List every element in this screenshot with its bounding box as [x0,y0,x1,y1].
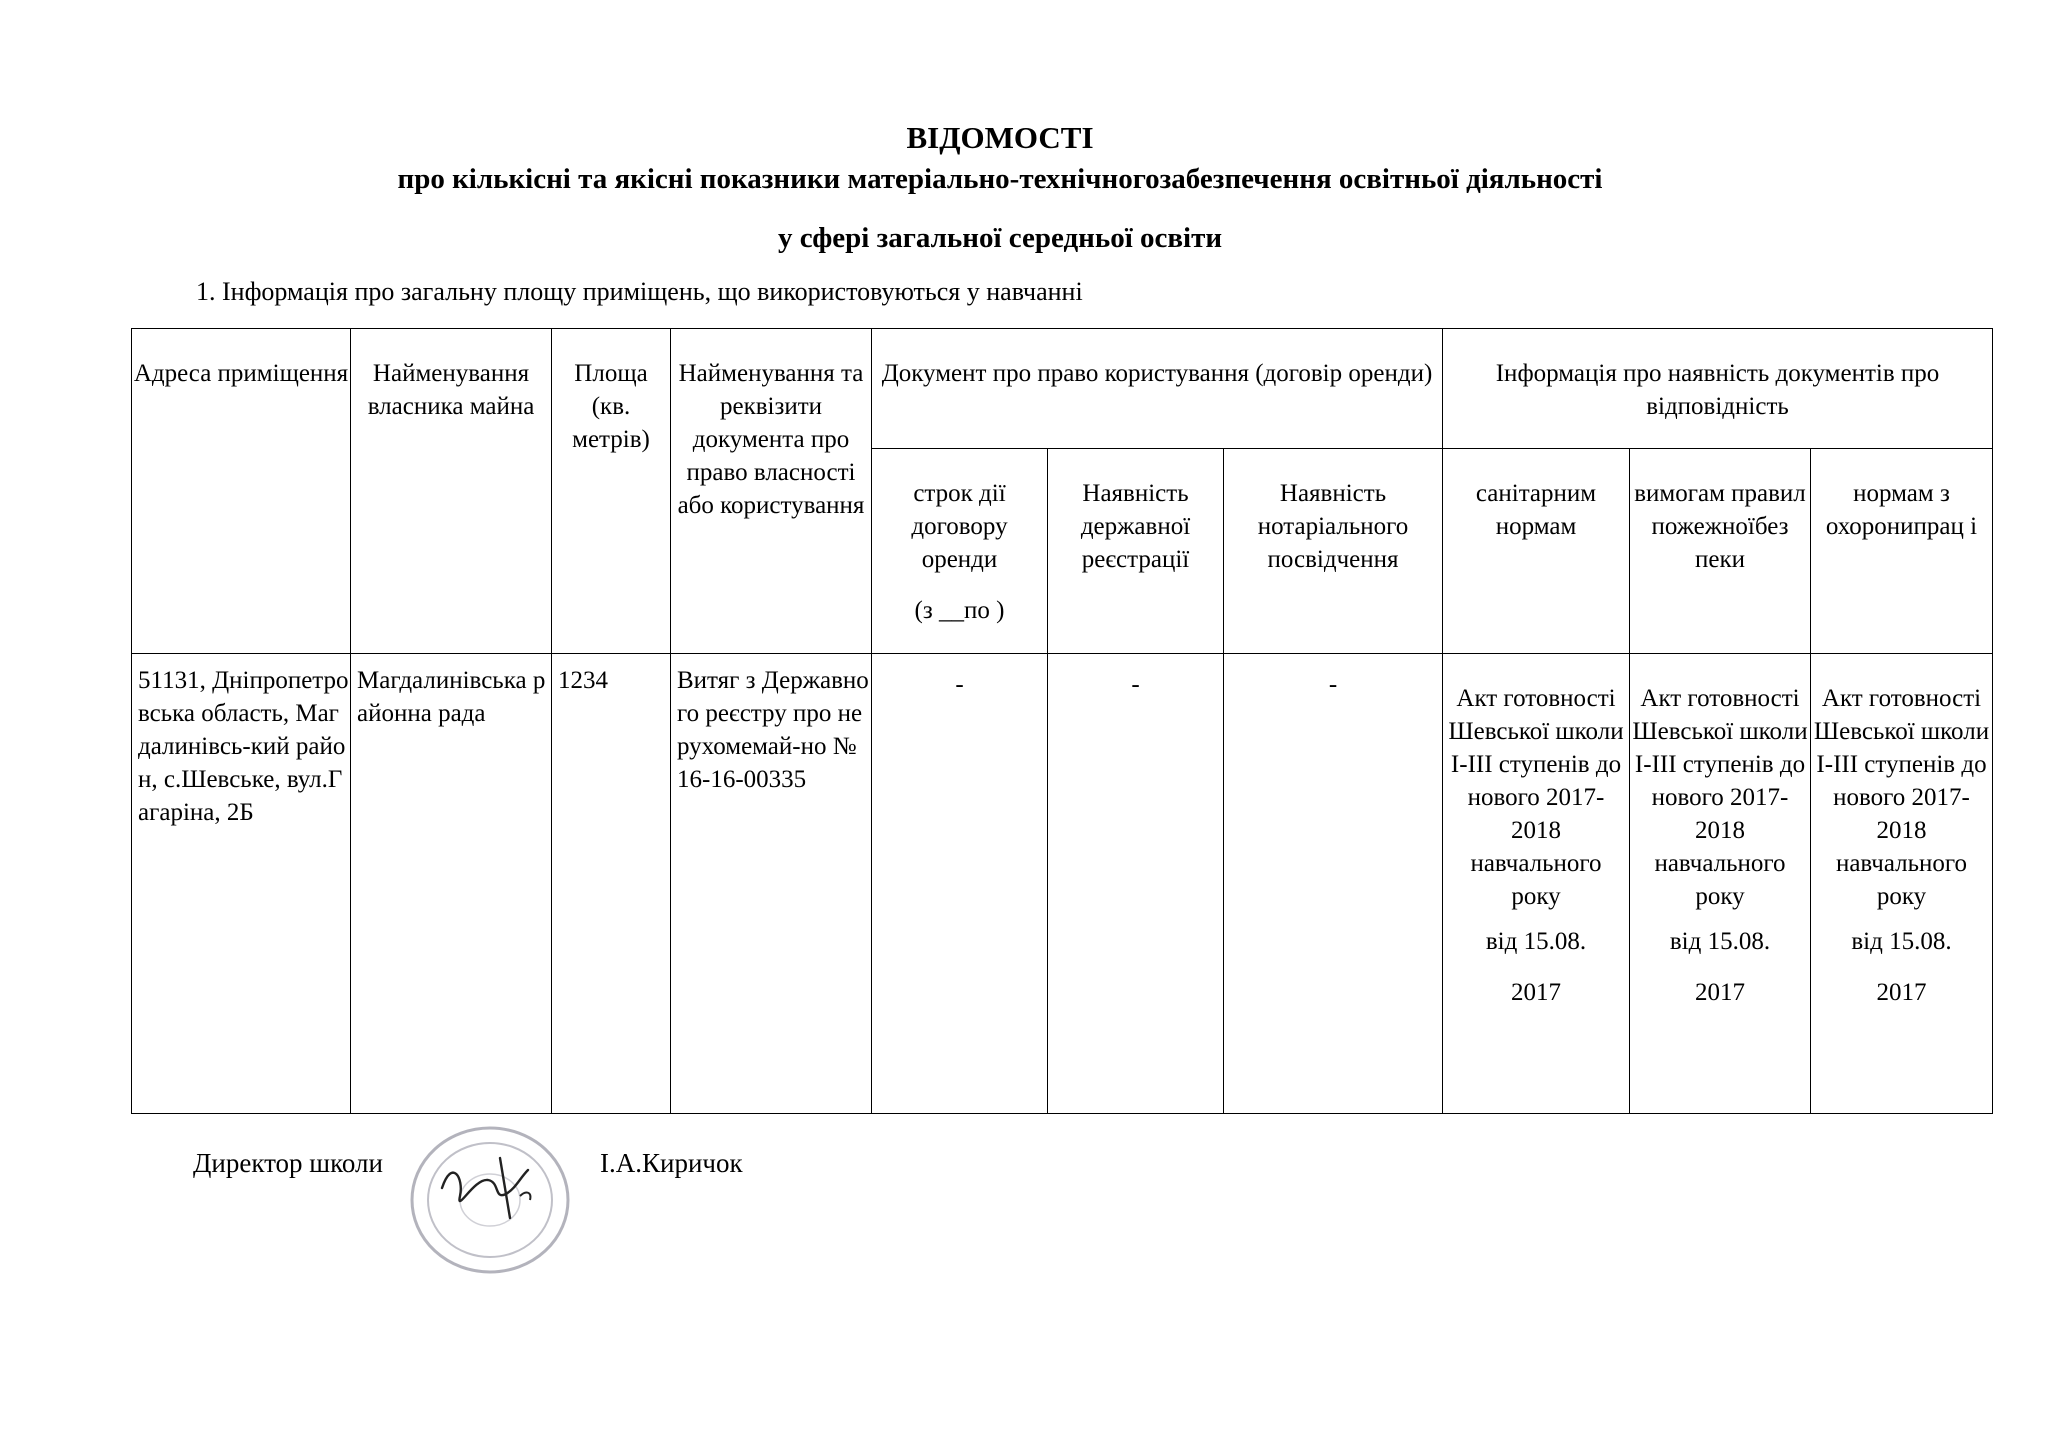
act-text: Акт готовності Шевської школи І-ІІІ ступенів до нового 2017-2018 навчального року [1448,685,1624,910]
act-year: 2017 [1876,979,1927,1006]
cell-state-registration: - [1048,654,1224,1114]
act-year: 2017 [1695,979,1745,1006]
cell-labor [1811,654,1993,1114]
document-subtitle-2: у сфері загальної середньої освіти [777,222,1223,254]
act-date: від 15.08. [1485,928,1587,955]
document-title: ВІДОМОСТІ [906,120,1094,155]
header-labor: нормам з охоронипрац і [1811,449,1993,654]
header-sanitary: санітарним нормам [1443,449,1630,654]
cell-owner: Магдалинівська районна рада [351,654,552,1114]
header-owner: Найменування власника майна [351,329,552,654]
signature-position: Директор школи [193,1148,383,1178]
act-text: Акт готовності Шевської школи І-ІІІ ступенів до нового 2017-2018 навчального року [1813,685,1990,910]
header-state-registration: Наявність державної реєстрації [1048,449,1224,654]
header-notary: Наявність нотаріального посвідчення [1224,449,1443,654]
stamp-seal-icon [402,1118,582,1278]
cell-notary: - [1224,654,1443,1114]
header-area: Площа (кв. метрів) [552,329,671,654]
section-title: 1. Інформація про загальну площу приміщень, що використовуються у навчанні [196,277,1083,306]
header-lease-term-note: (з __по ) [914,597,1005,624]
cell-lease-term: - [872,654,1048,1114]
header-document: Найменування та реквізити документа про право власності або користування [671,329,872,654]
header-lease-term [872,449,1048,654]
cell-address: 51131, Дніпропетровська область, Магдалинівсь-кий район, с.Шевське, вул.Гагаріна, 2Б [132,654,351,1114]
header-lease-term-label: строк дії договору оренди [911,480,1008,573]
act-date: від 15.08. [1851,928,1952,955]
cell-area: 1234 [552,654,671,1114]
signature-name: І.А.Киричок [600,1148,743,1178]
table-row [132,654,1993,1114]
act-year: 2017 [1511,979,1561,1006]
cell-document: Витяг з Державного реєстру про нерухомемай-но № 16-16-00335 [671,654,872,1114]
header-address: Адреса приміщення [132,329,351,654]
cell-sanitary [1443,654,1630,1114]
header-fire: вимогам правил пожежноїбез пеки [1630,449,1811,654]
act-text: Акт готовності Шевської школи І-ІІІ ступенів до нового 2017-2018 навчального року [1632,685,1808,910]
cell-fire [1630,654,1811,1114]
document-subtitle: про кількісні та якісні показники матеріально-технічногозабезпечення освітньої діяльності [397,163,1603,195]
header-compliance-group: Інформація про наявність документів про відповідність [1443,329,1993,449]
premises-table [131,328,1993,1114]
act-date: від 15.08. [1669,928,1771,955]
header-lease-group: Документ про право користування (договір оренди) [872,329,1443,449]
